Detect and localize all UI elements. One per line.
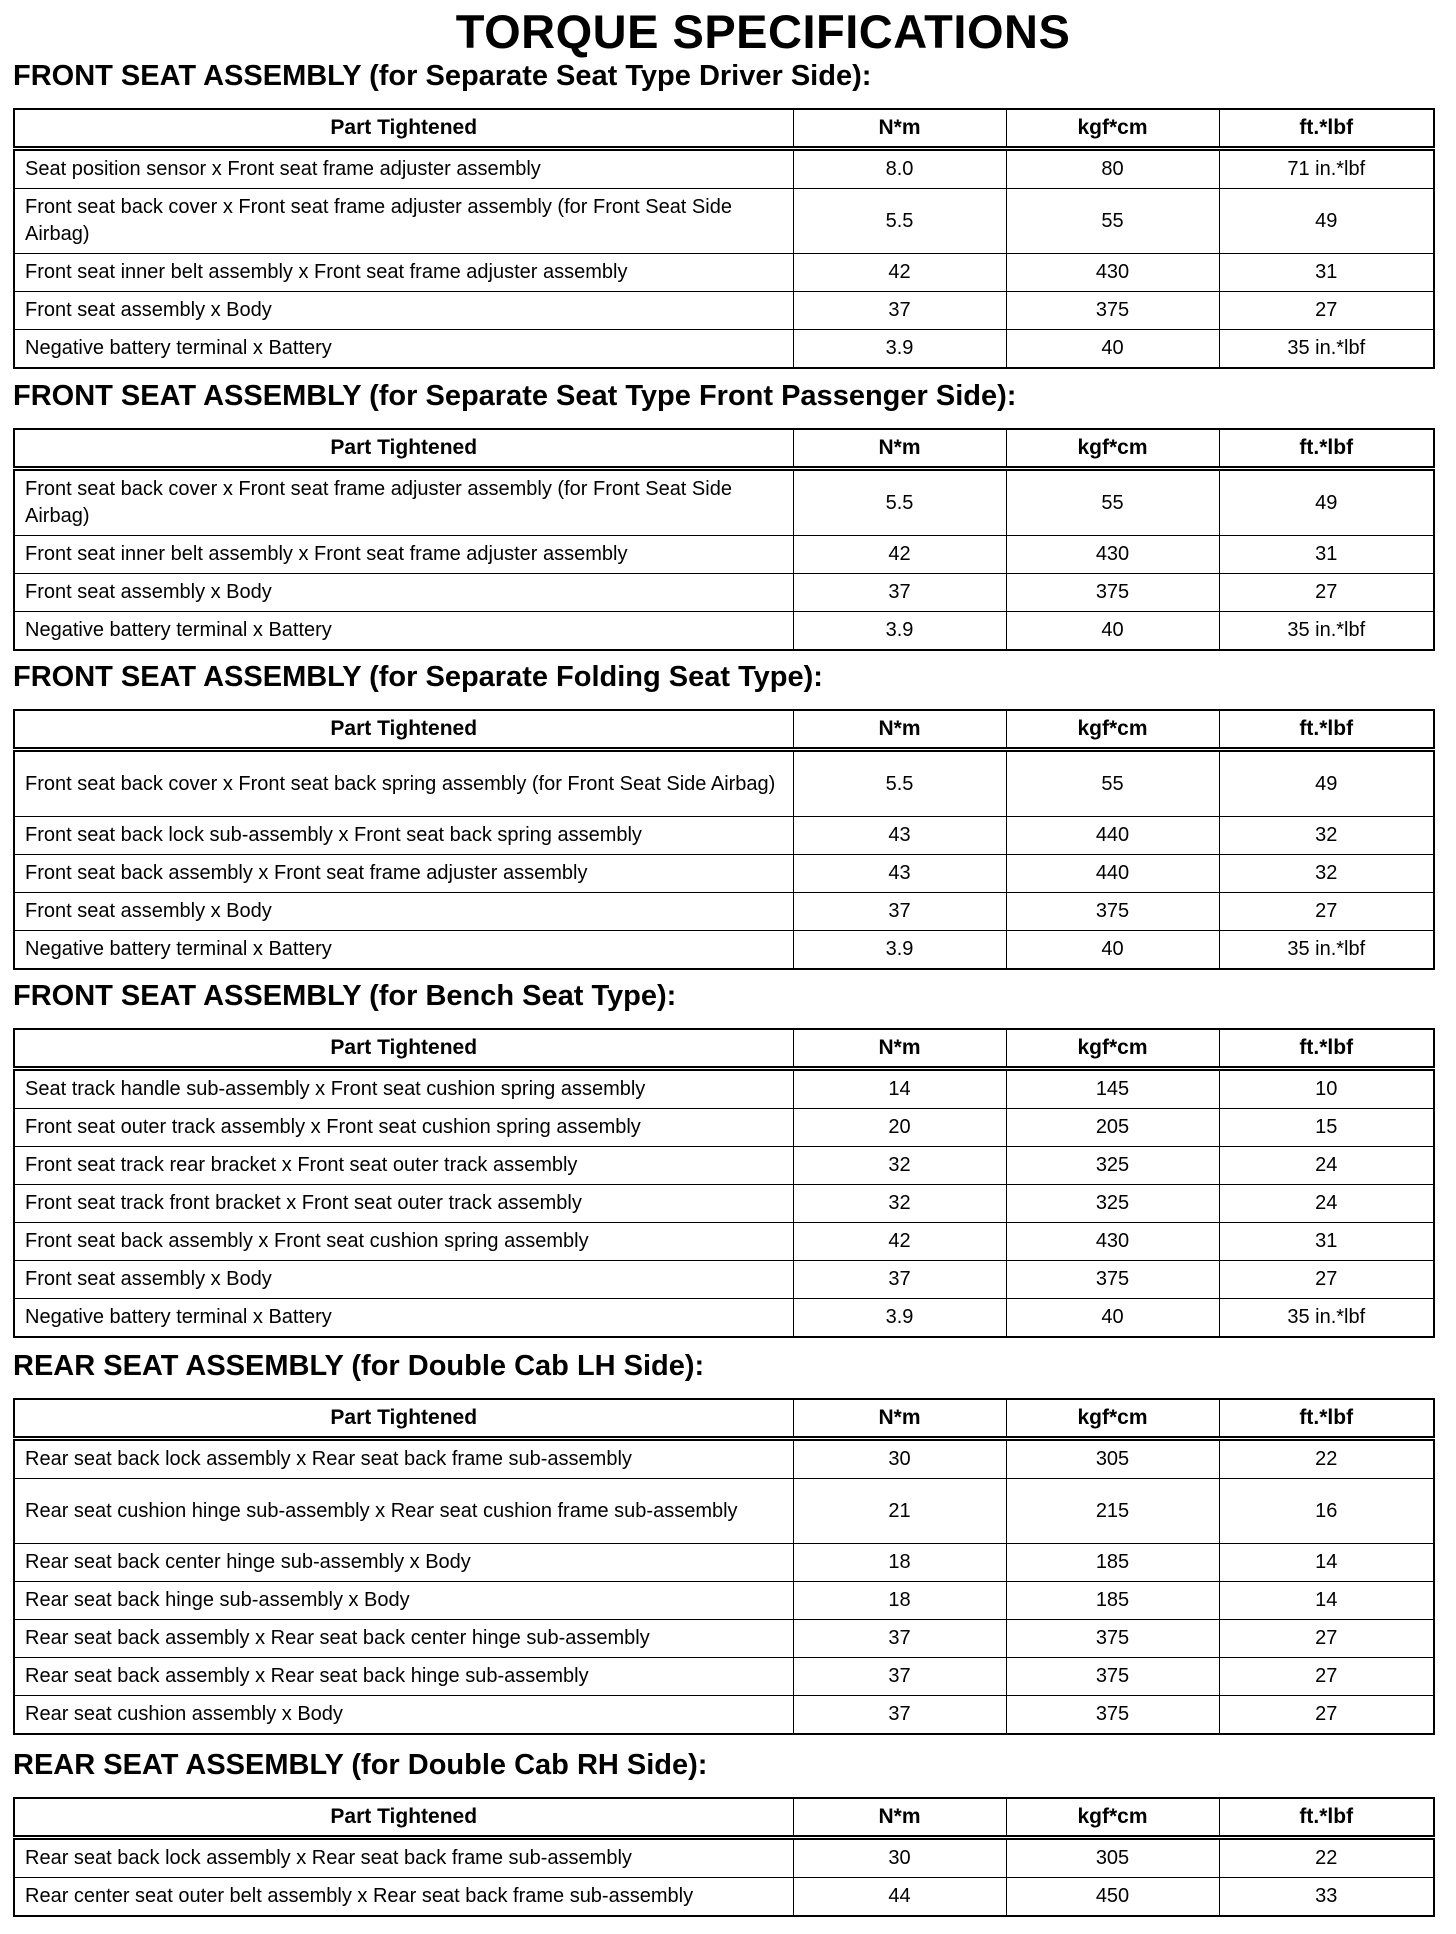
ft-lbf-value-cell: 27 — [1219, 1261, 1434, 1299]
nm-value-cell: 37 — [793, 574, 1006, 612]
table-row — [14, 1185, 1434, 1223]
table-row — [14, 292, 1434, 330]
part-tightened-cell: Front seat assembly x Body — [14, 893, 793, 931]
table-row — [14, 1544, 1434, 1582]
kgf-cm-value-cell: 375 — [1006, 1658, 1219, 1696]
kgf-cm-value-cell: 375 — [1006, 1696, 1219, 1735]
torque-table — [13, 1028, 1435, 1338]
table-header-row — [14, 1399, 1434, 1439]
column-header-ft-lbf: ft.*lbf — [1219, 1029, 1434, 1069]
column-header-ft-lbf: ft.*lbf — [1219, 1798, 1434, 1838]
column-header-ft-lbf: ft.*lbf — [1219, 429, 1434, 469]
ft-lbf-value-cell: 32 — [1219, 855, 1434, 893]
kgf-cm-value-cell: 440 — [1006, 855, 1219, 893]
section-title: FRONT SEAT ASSEMBLY (for Separate Seat Type Front Passenger Side): — [13, 380, 1017, 412]
kgf-cm-value-cell: 40 — [1006, 612, 1219, 651]
column-header-nm: N*m — [793, 1798, 1006, 1838]
nm-value-cell: 32 — [793, 1147, 1006, 1185]
part-tightened-cell: Front seat track rear bracket x Front seat outer track assembly — [14, 1147, 793, 1185]
kgf-cm-value-cell: 40 — [1006, 931, 1219, 970]
torque-table — [13, 1398, 1435, 1735]
table-row — [14, 750, 1434, 817]
table-row — [14, 1658, 1434, 1696]
column-header-nm: N*m — [793, 1399, 1006, 1439]
ft-lbf-value-cell: 49 — [1219, 750, 1434, 817]
kgf-cm-value-cell: 325 — [1006, 1147, 1219, 1185]
nm-value-cell: 3.9 — [793, 1299, 1006, 1338]
table-row — [14, 1878, 1434, 1917]
nm-value-cell: 3.9 — [793, 612, 1006, 651]
nm-value-cell: 5.5 — [793, 469, 1006, 536]
ft-lbf-value-cell: 49 — [1219, 189, 1434, 254]
kgf-cm-value-cell: 185 — [1006, 1544, 1219, 1582]
table-row — [14, 1620, 1434, 1658]
kgf-cm-value-cell: 375 — [1006, 1261, 1219, 1299]
kgf-cm-value-cell: 430 — [1006, 536, 1219, 574]
kgf-cm-value-cell: 80 — [1006, 149, 1219, 189]
nm-value-cell: 3.9 — [793, 931, 1006, 970]
ft-lbf-value-cell: 15 — [1219, 1109, 1434, 1147]
ft-lbf-value-cell: 27 — [1219, 893, 1434, 931]
kgf-cm-value-cell: 375 — [1006, 893, 1219, 931]
nm-value-cell: 30 — [793, 1838, 1006, 1878]
section-title: FRONT SEAT ASSEMBLY (for Bench Seat Type): — [13, 980, 677, 1012]
part-tightened-cell: Front seat back lock sub-assembly x Front seat back spring assembly — [14, 817, 793, 855]
table-row — [14, 612, 1434, 651]
table-row — [14, 817, 1434, 855]
part-tightened-cell: Negative battery terminal x Battery — [14, 1299, 793, 1338]
nm-value-cell: 5.5 — [793, 189, 1006, 254]
nm-value-cell: 37 — [793, 1620, 1006, 1658]
ft-lbf-value-cell: 32 — [1219, 817, 1434, 855]
part-tightened-cell: Negative battery terminal x Battery — [14, 330, 793, 369]
kgf-cm-value-cell: 205 — [1006, 1109, 1219, 1147]
column-header-kgf-cm: kgf*cm — [1006, 429, 1219, 469]
part-tightened-cell: Front seat assembly x Body — [14, 574, 793, 612]
part-tightened-cell: Negative battery terminal x Battery — [14, 612, 793, 651]
ft-lbf-value-cell: 31 — [1219, 1223, 1434, 1261]
nm-value-cell: 37 — [793, 1658, 1006, 1696]
table-row — [14, 536, 1434, 574]
table-row — [14, 893, 1434, 931]
ft-lbf-value-cell: 31 — [1219, 536, 1434, 574]
ft-lbf-value-cell: 14 — [1219, 1582, 1434, 1620]
section-title: FRONT SEAT ASSEMBLY (for Separate Folding Seat Type): — [13, 661, 823, 693]
part-tightened-cell: Rear seat back center hinge sub-assembly x Body — [14, 1544, 793, 1582]
part-tightened-cell: Seat track handle sub-assembly x Front seat cushion spring assembly — [14, 1069, 793, 1109]
table-row — [14, 1261, 1434, 1299]
table-header-row — [14, 1798, 1434, 1838]
kgf-cm-value-cell: 305 — [1006, 1439, 1219, 1479]
kgf-cm-value-cell: 430 — [1006, 254, 1219, 292]
column-header-part-tightened: Part Tightened — [14, 429, 793, 469]
part-tightened-cell: Front seat assembly x Body — [14, 1261, 793, 1299]
ft-lbf-value-cell: 24 — [1219, 1147, 1434, 1185]
column-header-part-tightened: Part Tightened — [14, 1029, 793, 1069]
table-header-row — [14, 1029, 1434, 1069]
column-header-ft-lbf: ft.*lbf — [1219, 710, 1434, 750]
kgf-cm-value-cell: 145 — [1006, 1069, 1219, 1109]
column-header-part-tightened: Part Tightened — [14, 1798, 793, 1838]
part-tightened-cell: Front seat outer track assembly x Front seat cushion spring assembly — [14, 1109, 793, 1147]
ft-lbf-value-cell: 14 — [1219, 1544, 1434, 1582]
nm-value-cell: 8.0 — [793, 149, 1006, 189]
ft-lbf-value-cell: 10 — [1219, 1069, 1434, 1109]
part-tightened-cell: Front seat inner belt assembly x Front seat frame adjuster assembly — [14, 254, 793, 292]
table-row — [14, 1838, 1434, 1878]
part-tightened-cell: Rear seat cushion hinge sub-assembly x Rear seat cushion frame sub-assembly — [14, 1479, 793, 1544]
part-tightened-cell: Rear seat back lock assembly x Rear seat back frame sub-assembly — [14, 1439, 793, 1479]
column-header-part-tightened: Part Tightened — [14, 109, 793, 149]
table-row — [14, 149, 1434, 189]
column-header-ft-lbf: ft.*lbf — [1219, 109, 1434, 149]
table-row — [14, 1223, 1434, 1261]
ft-lbf-value-cell: 35 in.*lbf — [1219, 931, 1434, 970]
table-row — [14, 1299, 1434, 1338]
kgf-cm-value-cell: 40 — [1006, 1299, 1219, 1338]
kgf-cm-value-cell: 375 — [1006, 292, 1219, 330]
kgf-cm-value-cell: 440 — [1006, 817, 1219, 855]
column-header-nm: N*m — [793, 710, 1006, 750]
nm-value-cell: 37 — [793, 893, 1006, 931]
table-row — [14, 1439, 1434, 1479]
ft-lbf-value-cell: 31 — [1219, 254, 1434, 292]
part-tightened-cell: Rear seat cushion assembly x Body — [14, 1696, 793, 1735]
table-row — [14, 330, 1434, 369]
table-row — [14, 1582, 1434, 1620]
nm-value-cell: 43 — [793, 855, 1006, 893]
ft-lbf-value-cell: 27 — [1219, 1620, 1434, 1658]
nm-value-cell: 5.5 — [793, 750, 1006, 817]
part-tightened-cell: Negative battery terminal x Battery — [14, 931, 793, 970]
column-header-ft-lbf: ft.*lbf — [1219, 1399, 1434, 1439]
kgf-cm-value-cell: 375 — [1006, 574, 1219, 612]
nm-value-cell: 18 — [793, 1582, 1006, 1620]
nm-value-cell: 43 — [793, 817, 1006, 855]
nm-value-cell: 3.9 — [793, 330, 1006, 369]
section-title: FRONT SEAT ASSEMBLY (for Separate Seat Type Driver Side): — [13, 60, 872, 92]
column-header-nm: N*m — [793, 1029, 1006, 1069]
part-tightened-cell: Rear center seat outer belt assembly x Rear seat back frame sub-assembly — [14, 1878, 793, 1917]
kgf-cm-value-cell: 215 — [1006, 1479, 1219, 1544]
kgf-cm-value-cell: 325 — [1006, 1185, 1219, 1223]
table-row — [14, 1696, 1434, 1735]
torque-table — [13, 1797, 1435, 1917]
part-tightened-cell: Rear seat back lock assembly x Rear seat back frame sub-assembly — [14, 1838, 793, 1878]
column-header-kgf-cm: kgf*cm — [1006, 1399, 1219, 1439]
nm-value-cell: 20 — [793, 1109, 1006, 1147]
nm-value-cell: 37 — [793, 1261, 1006, 1299]
nm-value-cell: 18 — [793, 1544, 1006, 1582]
table-row — [14, 855, 1434, 893]
ft-lbf-value-cell: 27 — [1219, 1696, 1434, 1735]
part-tightened-cell: Seat position sensor x Front seat frame adjuster assembly — [14, 149, 793, 189]
nm-value-cell: 37 — [793, 292, 1006, 330]
part-tightened-cell: Front seat track front bracket x Front seat outer track assembly — [14, 1185, 793, 1223]
part-tightened-cell: Rear seat back hinge sub-assembly x Body — [14, 1582, 793, 1620]
part-tightened-cell: Front seat back cover x Front seat frame adjuster assembly (for Front Seat Side Airbag) — [14, 469, 793, 536]
kgf-cm-value-cell: 55 — [1006, 750, 1219, 817]
part-tightened-cell: Rear seat back assembly x Rear seat back hinge sub-assembly — [14, 1658, 793, 1696]
table-header-row — [14, 429, 1434, 469]
column-header-nm: N*m — [793, 429, 1006, 469]
part-tightened-cell: Front seat inner belt assembly x Front seat frame adjuster assembly — [14, 536, 793, 574]
nm-value-cell: 32 — [793, 1185, 1006, 1223]
section-title: REAR SEAT ASSEMBLY (for Double Cab RH Side): — [13, 1749, 708, 1781]
table-row — [14, 574, 1434, 612]
ft-lbf-value-cell: 71 in.*lbf — [1219, 149, 1434, 189]
ft-lbf-value-cell: 33 — [1219, 1878, 1434, 1917]
table-header-row — [14, 710, 1434, 750]
table-row — [14, 1479, 1434, 1544]
ft-lbf-value-cell: 27 — [1219, 292, 1434, 330]
kgf-cm-value-cell: 375 — [1006, 1620, 1219, 1658]
part-tightened-cell: Rear seat back assembly x Rear seat back center hinge sub-assembly — [14, 1620, 793, 1658]
nm-value-cell: 14 — [793, 1069, 1006, 1109]
kgf-cm-value-cell: 305 — [1006, 1838, 1219, 1878]
column-header-kgf-cm: kgf*cm — [1006, 1029, 1219, 1069]
torque-table — [13, 108, 1435, 369]
part-tightened-cell: Front seat assembly x Body — [14, 292, 793, 330]
table-header-row — [14, 109, 1434, 149]
part-tightened-cell: Front seat back cover x Front seat frame adjuster assembly (for Front Seat Side Airbag) — [14, 189, 793, 254]
column-header-kgf-cm: kgf*cm — [1006, 109, 1219, 149]
ft-lbf-value-cell: 24 — [1219, 1185, 1434, 1223]
nm-value-cell: 21 — [793, 1479, 1006, 1544]
nm-value-cell: 42 — [793, 254, 1006, 292]
table-row — [14, 189, 1434, 254]
column-header-part-tightened: Part Tightened — [14, 1399, 793, 1439]
section-title: REAR SEAT ASSEMBLY (for Double Cab LH Side): — [13, 1350, 705, 1382]
table-row — [14, 1147, 1434, 1185]
column-header-kgf-cm: kgf*cm — [1006, 1798, 1219, 1838]
nm-value-cell: 42 — [793, 1223, 1006, 1261]
column-header-part-tightened: Part Tightened — [14, 710, 793, 750]
nm-value-cell: 44 — [793, 1878, 1006, 1917]
ft-lbf-value-cell: 35 in.*lbf — [1219, 330, 1434, 369]
part-tightened-cell: Front seat back cover x Front seat back spring assembly (for Front Seat Side Airbag) — [14, 750, 793, 817]
ft-lbf-value-cell: 35 in.*lbf — [1219, 1299, 1434, 1338]
part-tightened-cell: Front seat back assembly x Front seat frame adjuster assembly — [14, 855, 793, 893]
ft-lbf-value-cell: 27 — [1219, 1658, 1434, 1696]
column-header-nm: N*m — [793, 109, 1006, 149]
torque-table — [13, 709, 1435, 970]
kgf-cm-value-cell: 55 — [1006, 189, 1219, 254]
part-tightened-cell: Front seat back assembly x Front seat cushion spring assembly — [14, 1223, 793, 1261]
nm-value-cell: 42 — [793, 536, 1006, 574]
kgf-cm-value-cell: 55 — [1006, 469, 1219, 536]
nm-value-cell: 37 — [793, 1696, 1006, 1735]
table-row — [14, 469, 1434, 536]
ft-lbf-value-cell: 22 — [1219, 1838, 1434, 1878]
page-title: TORQUE SPECIFICATIONS — [455, 5, 1071, 58]
ft-lbf-value-cell: 35 in.*lbf — [1219, 612, 1434, 651]
table-row — [14, 254, 1434, 292]
kgf-cm-value-cell: 185 — [1006, 1582, 1219, 1620]
ft-lbf-value-cell: 49 — [1219, 469, 1434, 536]
kgf-cm-value-cell: 430 — [1006, 1223, 1219, 1261]
table-row — [14, 1109, 1434, 1147]
table-row — [14, 931, 1434, 970]
kgf-cm-value-cell: 40 — [1006, 330, 1219, 369]
column-header-kgf-cm: kgf*cm — [1006, 710, 1219, 750]
kgf-cm-value-cell: 450 — [1006, 1878, 1219, 1917]
nm-value-cell: 30 — [793, 1439, 1006, 1479]
ft-lbf-value-cell: 16 — [1219, 1479, 1434, 1544]
table-row — [14, 1069, 1434, 1109]
torque-table — [13, 428, 1435, 651]
ft-lbf-value-cell: 27 — [1219, 574, 1434, 612]
ft-lbf-value-cell: 22 — [1219, 1439, 1434, 1479]
